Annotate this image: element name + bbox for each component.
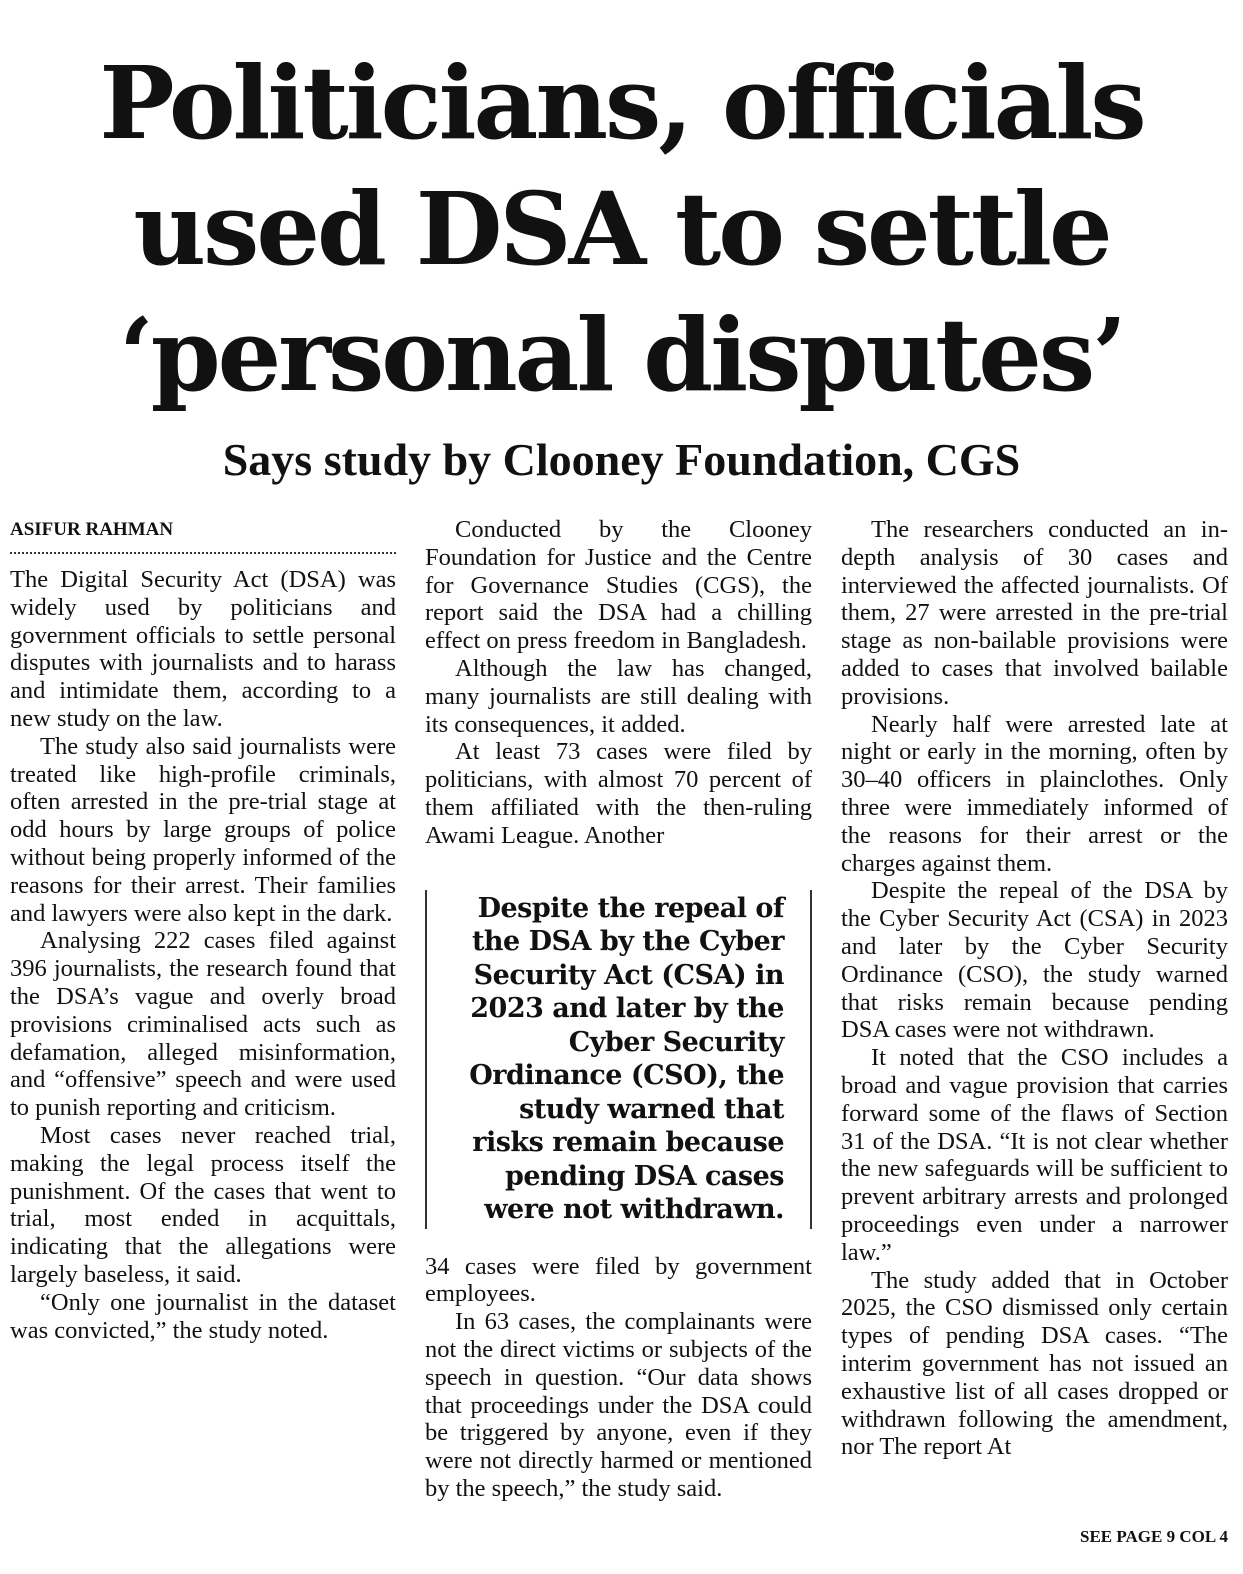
paragraph: The researchers conducted an in-depth analysis of 30 cases and interviewed the affected journalists. Of them, 27 were arrested in the pre-trial stage as non-bailable provisions were added to cases that involved bailable provisions. (841, 516, 1228, 710)
paragraph: Conducted by the Clooney Foundation for Justice and the Centre for Governance Studies (CGS), the report said the DSA had a chilling effect on press freedom in Bangladesh. (425, 516, 812, 655)
article-column-2 (425, 516, 812, 1503)
paragraph: The study added that in October 2025, the CSO dismissed only certain types of pending DSA cases. “The interim government has not issued an exhaustive list of all cases dropped or withdrawn following the amendment, nor The report At (841, 1266, 1228, 1461)
pull-quote: Despite the repeal of the DSA by the Cyber Security Act (CSA) in 2023 and later by the Cyber Security Ordinance (CSO), the study warned that risks remain because pending DSA cases were not withdrawn. (425, 890, 812, 1229)
paragraph: “Only one journalist in the dataset was convicted,” the study noted. (10, 1288, 396, 1344)
subheadline: Says study by Clooney Foundation, CGS (222, 434, 1021, 485)
byline: ASIFUR RAHMAN (10, 516, 396, 554)
paragraph: Although the law has changed, many journalists are still dealing with its consequences, it added. (425, 654, 812, 738)
paragraph: The Digital Security Act (DSA) was widely used by politicians and government officials to settle personal disputes with journalists and to harass and intimidate them, according to a new study on the law. (10, 566, 396, 732)
paragraph: 34 cases were filed by government employees. (425, 1252, 812, 1308)
article-column-1 (10, 516, 396, 1344)
headline (0, 40, 1243, 418)
paragraph: Nearly half were arrested late at night or early in the morning, often by 30–40 officers in plainclothes. Only three were immediately informed of the reasons for their arrest or the charges against them. (841, 710, 1228, 877)
paragraph: Despite the repeal of the DSA by the Cyber Security Act (CSA) in 2023 and later by the Cyber Security Ordinance (CSO), the study warned that risks remain because pending DSA cases were not withdrawn. (841, 877, 1228, 1044)
headline-line-3: ‘personal disputes’ (118, 296, 1125, 414)
jump-line: SEE PAGE 9 COL 4 (1080, 1527, 1228, 1546)
article-column-3 (841, 516, 1228, 1461)
headline-line-2: used DSA to settle (133, 170, 1110, 288)
paragraph: Analysing 222 cases filed against 396 journalists, the research found that the DSA’s vague and overly broad provisions criminalised acts such as defamation, alleged misinformation, and “offensive” speech and were used to punish reporting and criticism. (10, 927, 396, 1122)
headline-line-1: Politicians, officials (99, 44, 1144, 162)
paragraph: In 63 cases, the complainants were not the direct victims or subjects of the speech in question. “Our data shows that proceedings under the DSA could be triggered by anyone, even if they were not directly harmed or mentioned by the speech,” the study said. (425, 1308, 812, 1502)
paragraph: At least 73 cases were filed by politicians, with almost 70 percent of them affiliated with the then-ruling Awami League. Another (425, 738, 812, 849)
paragraph: Most cases never reached trial, making the legal process itself the punishment. Of the cases that went to trial, most ended in acquittals, indicating that the allegations were largely baseless, it said. (10, 1121, 396, 1288)
paragraph: The study also said journalists were treated like high-profile criminals, often arrested in the pre-trial stage at odd hours by large groups of police without being properly informed of the reasons for their arrest. Their families and lawyers were also kept in the dark. (10, 732, 396, 927)
paragraph: It noted that the CSO includes a broad and vague provision that carries forward some of the flaws of Section 31 of the DSA. “It is not clear whether the new safeguards will be sufficient to prevent arbitrary arrests and prolonged proceedings even under a narrower law.” (841, 1044, 1228, 1266)
